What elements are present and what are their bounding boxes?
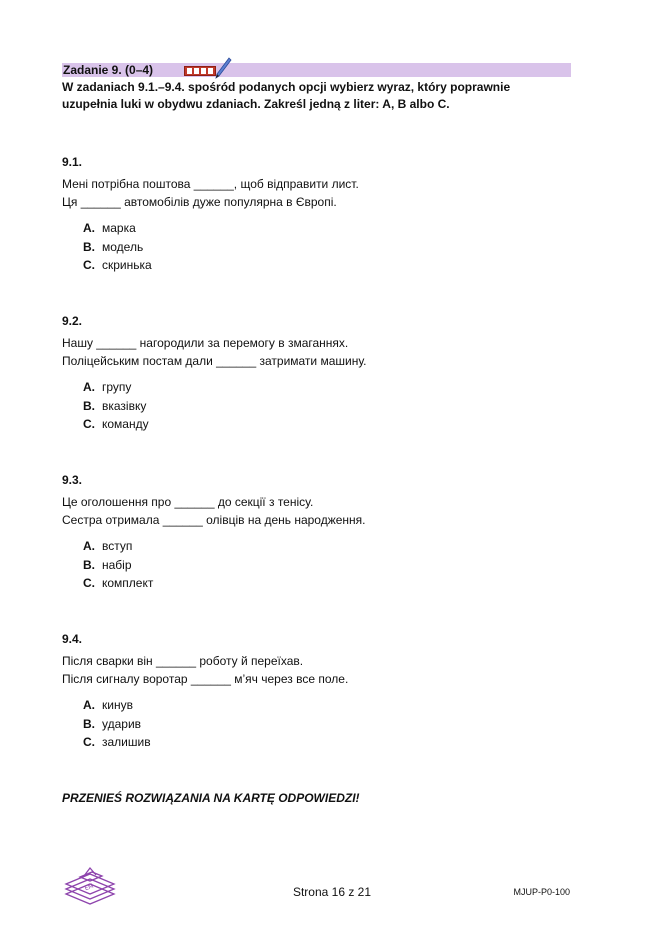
option-text: вступ <box>102 539 133 553</box>
question-9-3 <box>62 473 582 593</box>
question-9-1 <box>62 155 582 275</box>
option-letter[interactable]: C. <box>83 417 95 431</box>
cke-logo-icon <box>62 862 118 906</box>
option-text: модель <box>102 239 144 254</box>
question-sentence: Ця ______ автомобілів дуже популярна в Європі. <box>62 195 337 209</box>
answer-option-c[interactable] <box>83 415 582 434</box>
answer-option-b[interactable] <box>83 397 582 416</box>
page-number: Strona 16 z 21 <box>292 885 372 899</box>
answer-option-c[interactable] <box>83 733 582 752</box>
option-letter[interactable]: A. <box>83 539 95 553</box>
option-letter[interactable]: A. <box>83 221 95 235</box>
score-box <box>201 68 206 74</box>
score-boxes <box>184 66 216 76</box>
answer-option-a[interactable] <box>83 219 582 238</box>
question-number: 9.1. <box>62 155 83 169</box>
score-box <box>208 68 213 74</box>
option-letter[interactable]: C. <box>83 735 95 749</box>
option-letter[interactable]: B. <box>83 716 95 731</box>
question-9-4 <box>62 632 582 752</box>
option-text: марка <box>102 221 136 235</box>
answer-option-b[interactable] <box>83 556 582 575</box>
answer-option-c[interactable] <box>83 256 582 275</box>
answer-option-a[interactable] <box>83 537 582 556</box>
pen-icon <box>214 57 232 79</box>
option-letter[interactable]: B. <box>83 557 95 572</box>
option-text: команду <box>102 417 149 431</box>
task-instruction <box>62 79 562 113</box>
answer-option-b[interactable] <box>83 715 582 734</box>
option-letter[interactable]: C. <box>83 258 95 272</box>
question-sentence: Після сварки він ______ роботу й переїхав. <box>62 654 304 668</box>
option-letter[interactable]: B. <box>83 398 95 413</box>
question-sentence: Нашу ______ нагородили за перемогу в змаганнях. <box>62 336 349 350</box>
task-header <box>62 63 571 77</box>
question-sentence: Після сигналу воротар ______ м’яч через все поле. <box>62 672 349 686</box>
option-text: ударив <box>102 716 142 731</box>
option-text: комплект <box>102 576 154 590</box>
svg-text:EM: EM <box>83 882 95 893</box>
task-title: Zadanie 9. (0–4) <box>63 63 154 77</box>
option-letter[interactable]: B. <box>83 239 95 254</box>
answer-option-b[interactable] <box>83 238 582 257</box>
answer-option-a[interactable] <box>83 378 582 397</box>
question-sentence: Поліцейським постам дали ______ затримати машину. <box>62 354 367 368</box>
answer-options <box>83 378 582 434</box>
instruction-line: W zadaniach 9.1.–9.4. spośród podanych opcji wybierz wyraz, który poprawnie <box>62 80 511 94</box>
transfer-answers-note: PRZENIEŚ ROZWIĄZANIA NA KARTĘ ODPOWIEDZI! <box>62 791 360 805</box>
answer-option-a[interactable] <box>83 696 582 715</box>
answer-options <box>83 696 582 752</box>
question-number: 9.2. <box>62 314 83 328</box>
score-box <box>194 68 199 74</box>
option-letter[interactable]: C. <box>83 576 95 590</box>
answer-options <box>83 219 582 275</box>
option-text: вказівку <box>102 398 147 413</box>
question-sentence: Мені потрібна поштова ______, щоб відправити лист. <box>62 177 359 191</box>
option-text: групу <box>102 380 132 394</box>
question-sentence: Сестра отримала ______ олівців на день народження. <box>62 513 366 527</box>
answer-options <box>83 537 582 593</box>
option-letter[interactable]: A. <box>83 380 95 394</box>
score-box <box>187 68 192 74</box>
question-9-2 <box>62 314 582 434</box>
question-number: 9.4. <box>62 632 83 646</box>
answer-option-c[interactable] <box>83 574 582 593</box>
option-letter[interactable]: A. <box>83 698 95 712</box>
option-text: залишив <box>102 735 151 749</box>
instruction-line: uzupełnia luki w obydwu zdaniach. Zakreśl jedną z liter: A, B albo C. <box>62 97 450 111</box>
question-sentence: Це оголошення про ______ до секції з тенісу. <box>62 495 314 509</box>
question-number: 9.3. <box>62 473 83 487</box>
option-text: кинув <box>102 698 133 712</box>
option-text: скринька <box>102 258 152 272</box>
document-code: MJUP-P0-100 <box>513 887 570 897</box>
option-text: набір <box>102 557 132 572</box>
